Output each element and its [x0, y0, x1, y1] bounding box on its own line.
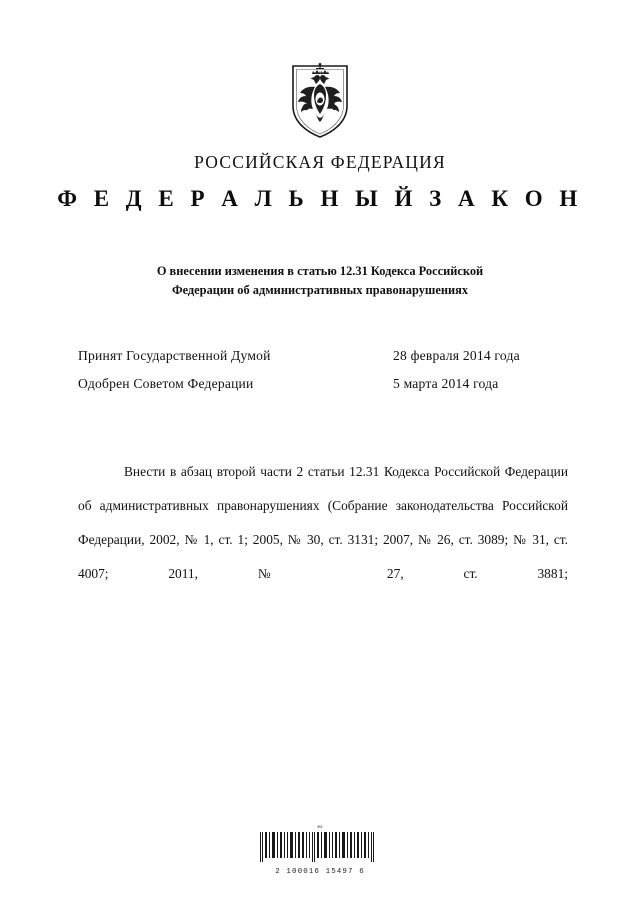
law-subject-line-1: О внесении изменения в статью 12.31 Кодекса Российской [156, 264, 484, 278]
law-body [78, 455, 568, 591]
country-heading: РОССИЙСКАЯ ФЕДЕРАЦИЯ [194, 152, 446, 172]
russian-coat-of-arms-icon [289, 62, 351, 138]
law-subject-line-2: Федерации об административных правонарушениях [171, 283, 469, 297]
emblem-container [0, 62, 640, 145]
law-body-paragraph: Внести в абзац второй части 2 статьи 12.31 Кодекса Российской Федерации об административных правонарушениях (Собрание законодательства Российской Федерации, 2002, № 1, ст. 1; 2005, № 30, ст. 3131; 2007, № 26, ст. 3089; № 31, ст. 4007; 2011, № 27, ст. 3881; [78, 464, 568, 581]
adoption-row [78, 376, 568, 392]
adoption-label-council: Одобрен Советом Федерации [78, 376, 254, 391]
barcode-image [260, 832, 380, 862]
barcode-block [0, 826, 640, 876]
adoption-block [78, 348, 568, 404]
adoption-date-duma: 28 февраля 2014 года [393, 348, 520, 363]
adoption-label-duma: Принят Государственной Думой [78, 348, 271, 363]
law-type-heading: Ф Е Д Е Р А Л Ь Н Ы Й З А К О Н [57, 186, 583, 211]
barcode-digits: 2 100016 15497 6 [275, 868, 365, 876]
law-subject [95, 262, 545, 300]
barcode-caption: ФЗ [317, 826, 323, 830]
adoption-date-council: 5 марта 2014 года [393, 376, 499, 391]
adoption-row [78, 348, 568, 364]
